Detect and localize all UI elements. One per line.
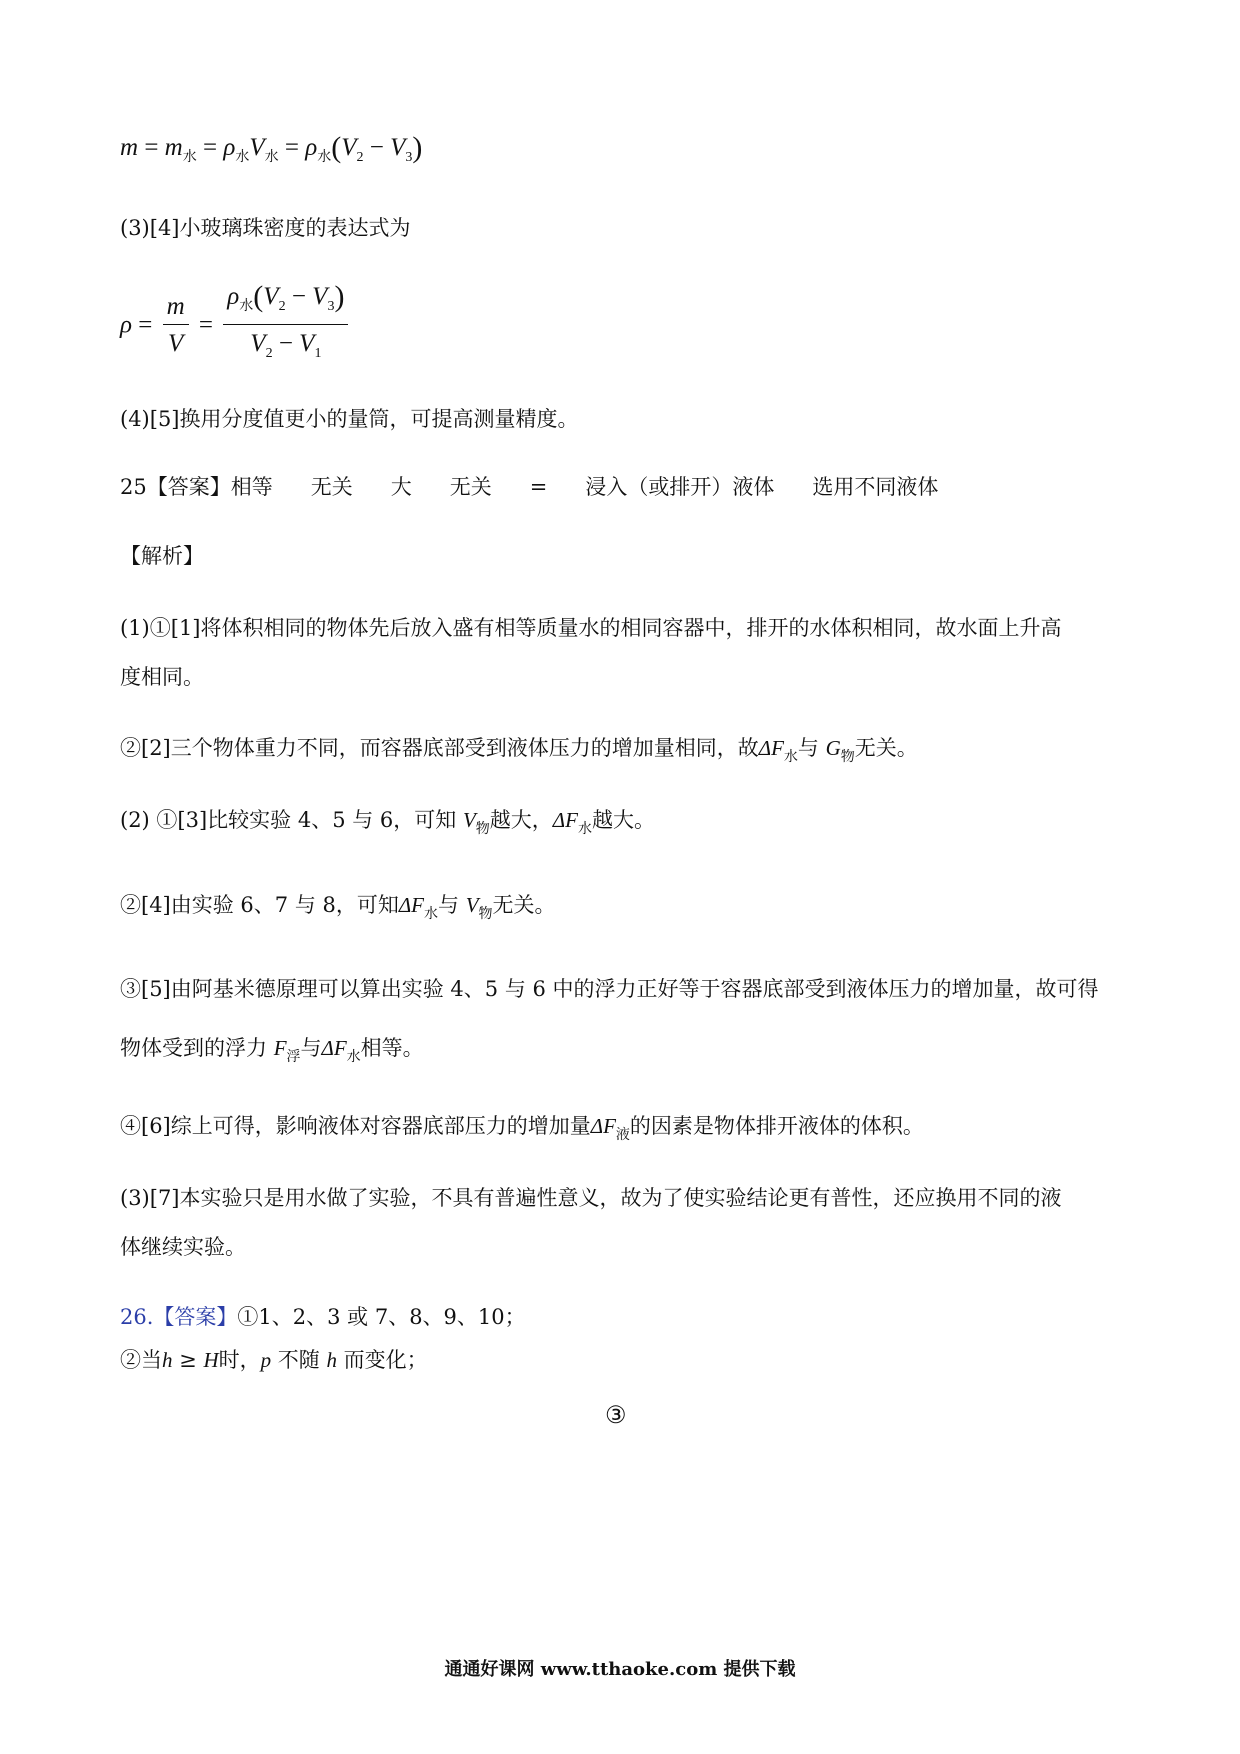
fraction-density: [223, 282, 348, 369]
analysis-heading: 【解析】: [120, 544, 204, 568]
delta-f-symbol: ΔF: [552, 808, 578, 832]
v-symbol: V: [299, 330, 315, 357]
q25-answer-3: 大: [390, 475, 412, 499]
v-symbol: V: [250, 330, 266, 357]
v-symbol: V: [168, 330, 184, 357]
part3-text: (3)[4]小玻璃珠密度的表达式为: [120, 216, 411, 240]
para3: [120, 805, 655, 844]
rho-symbol: ρ: [120, 311, 132, 339]
equals-sign: =: [144, 134, 159, 161]
liquid-subscript: 液: [615, 1127, 630, 1143]
q25-answer-1: 相等: [230, 475, 273, 499]
page-footer: 通通好课网 www.tthaoke.com 提供下载: [444, 1659, 796, 1680]
para3-text-c: 越大。: [591, 808, 655, 832]
v-symbol: V: [465, 893, 479, 917]
q26-answer-line3: ③: [605, 1401, 627, 1429]
para5-line2: [120, 1033, 424, 1072]
water-subscript: 水: [239, 299, 254, 314]
delta-f-symbol: ΔF: [758, 736, 784, 760]
v-symbol: V: [341, 134, 357, 161]
para7-line1: (3)[7]本实验只是用水做了实验，不具有普遍性意义，故为了使实验结论更有普性，还应换用不同的液: [120, 1186, 1062, 1210]
big-h-symbol: H: [203, 1348, 219, 1372]
m-symbol: m: [120, 134, 139, 161]
para3-text-b: 越大，: [489, 808, 553, 832]
para5-text-c: 相等。: [360, 1036, 424, 1060]
subscript-3: 3: [327, 299, 335, 314]
q25-answer-2: 无关: [310, 475, 353, 499]
fraction-numerator: [163, 292, 189, 325]
object-subscript: 物: [475, 821, 490, 837]
para3-text-a: (2) ①[3]比较实验 4、5 与 6，可知: [120, 808, 457, 832]
m-symbol: m: [166, 293, 185, 320]
v-symbol: V: [390, 134, 406, 161]
f-symbol: F: [273, 1036, 287, 1060]
h-symbol: h: [326, 1348, 337, 1372]
v-symbol: V: [263, 283, 279, 310]
part4-text: (4)[5]换用分度值更小的量筒，可提高测量精度。: [120, 407, 579, 431]
para1-line2: 度相同。: [120, 665, 204, 689]
object-subscript: 物: [478, 906, 493, 922]
para5-line1: ③[5]由阿基米德原理可以算出实验 4、5 与 6 中的浮力正好等于容器底部受到液体压力的增加量，故可得: [120, 977, 1099, 1001]
paren-open: (: [253, 280, 264, 313]
minus-sign: −: [369, 134, 384, 161]
q25-answer-4: 无关: [449, 475, 492, 499]
delta-f-symbol: ΔF: [321, 1036, 347, 1060]
water-subscript: 水: [235, 150, 250, 165]
fraction-numerator: [223, 282, 348, 325]
q26-label: 【答案】: [153, 1305, 238, 1329]
water-subscript: 水: [182, 150, 197, 165]
para4-text-c: 无关。: [492, 893, 556, 917]
q26-text-b: 时，: [218, 1348, 261, 1372]
q26-answer-1: ①1、2、3 或 7、8、9、10；: [237, 1305, 526, 1329]
fraction-denominator: [163, 325, 189, 359]
object-subscript: 物: [840, 749, 855, 765]
rho-symbol: ρ: [227, 283, 240, 310]
fraction-denominator: [223, 325, 348, 369]
v-symbol: V: [249, 134, 265, 161]
paren-close: ): [412, 131, 423, 164]
water-subscript: 水: [577, 821, 592, 837]
water-subscript: 水: [424, 906, 439, 922]
ge-sign: ≥: [172, 1348, 204, 1372]
para1-line1: (1)①[1]将体积相同的物体先后放入盛有相等质量水的相同容器中，排开的水体积相同，故水面上升高: [120, 616, 1062, 640]
rho-symbol: ρ: [223, 134, 236, 161]
water-subscript: 水: [783, 749, 798, 765]
subscript-2: 2: [278, 299, 286, 314]
q26-number: 26.: [120, 1305, 154, 1329]
fraction-m-over-v: [163, 292, 189, 359]
para6: [120, 1111, 924, 1150]
para5-text-a: 物体受到的浮力: [120, 1036, 267, 1060]
para5-text-b: 与: [300, 1036, 322, 1060]
delta-f-symbol: ΔF: [398, 893, 425, 917]
para6-text-a: ④[6]综上可得，影响液体对容器底部压力的增加量: [120, 1114, 591, 1138]
h-symbol: h: [162, 1348, 173, 1372]
para4: [120, 890, 556, 929]
para6-text-b: 的因素是物体排开液体的体积。: [629, 1114, 924, 1138]
minus-sign: −: [278, 330, 293, 357]
para4-text-a: ②[4]由实验 6、7 与 8，可知: [120, 893, 399, 917]
equals-sign: =: [202, 134, 218, 161]
v-symbol: V: [312, 283, 328, 310]
p-symbol: p: [260, 1348, 272, 1372]
subscript-2: 2: [265, 346, 273, 361]
equals-sign: =: [138, 311, 153, 339]
q25-answer-line: [120, 472, 938, 502]
q25-answer-5: =: [529, 475, 548, 499]
q25-answer-7: 选用不同液体: [812, 475, 939, 499]
para2: [120, 733, 918, 772]
water-subscript: 水: [317, 150, 332, 165]
para2-text-a: ②[2]三个物体重力不同，而容器底部受到液体压力的增加量相同，故: [120, 736, 759, 760]
rho-symbol: ρ: [305, 134, 318, 161]
para2-text-b: 与: [797, 736, 819, 760]
paren-open: (: [331, 131, 342, 164]
subscript-1: 1: [314, 346, 322, 361]
equals-sign: =: [198, 311, 214, 339]
q26-text-a: ②当: [120, 1348, 162, 1372]
water-subscript: 水: [264, 150, 279, 165]
equals-sign: =: [284, 134, 299, 161]
q26-text-c: 不随: [271, 1348, 327, 1372]
m-symbol: m: [164, 134, 183, 161]
minus-sign: −: [291, 283, 306, 310]
density-expression-formula: [120, 282, 352, 369]
density-mass-formula: [120, 133, 422, 173]
buoyancy-subscript: 浮: [286, 1049, 301, 1065]
para7-line2: 体继续实验。: [120, 1235, 246, 1259]
water-subscript: 水: [346, 1049, 361, 1065]
q26-answer-line2: [120, 1345, 428, 1375]
q25-label: 25【答案】: [120, 475, 231, 499]
g-symbol: G: [825, 736, 841, 760]
subscript-2: 2: [356, 150, 364, 165]
para2-text-c: 无关。: [854, 736, 918, 760]
para4-text-b: 与: [438, 893, 460, 917]
q25-answer-6: 浸入（或排开）液体: [585, 475, 775, 499]
v-symbol: V: [462, 808, 476, 832]
delta-f-symbol: ΔF: [590, 1114, 616, 1138]
q26-text-d: 而变化；: [336, 1348, 428, 1372]
paren-close: ): [334, 280, 345, 313]
subscript-3: 3: [405, 150, 413, 165]
q26-answer-line1: [120, 1302, 526, 1332]
